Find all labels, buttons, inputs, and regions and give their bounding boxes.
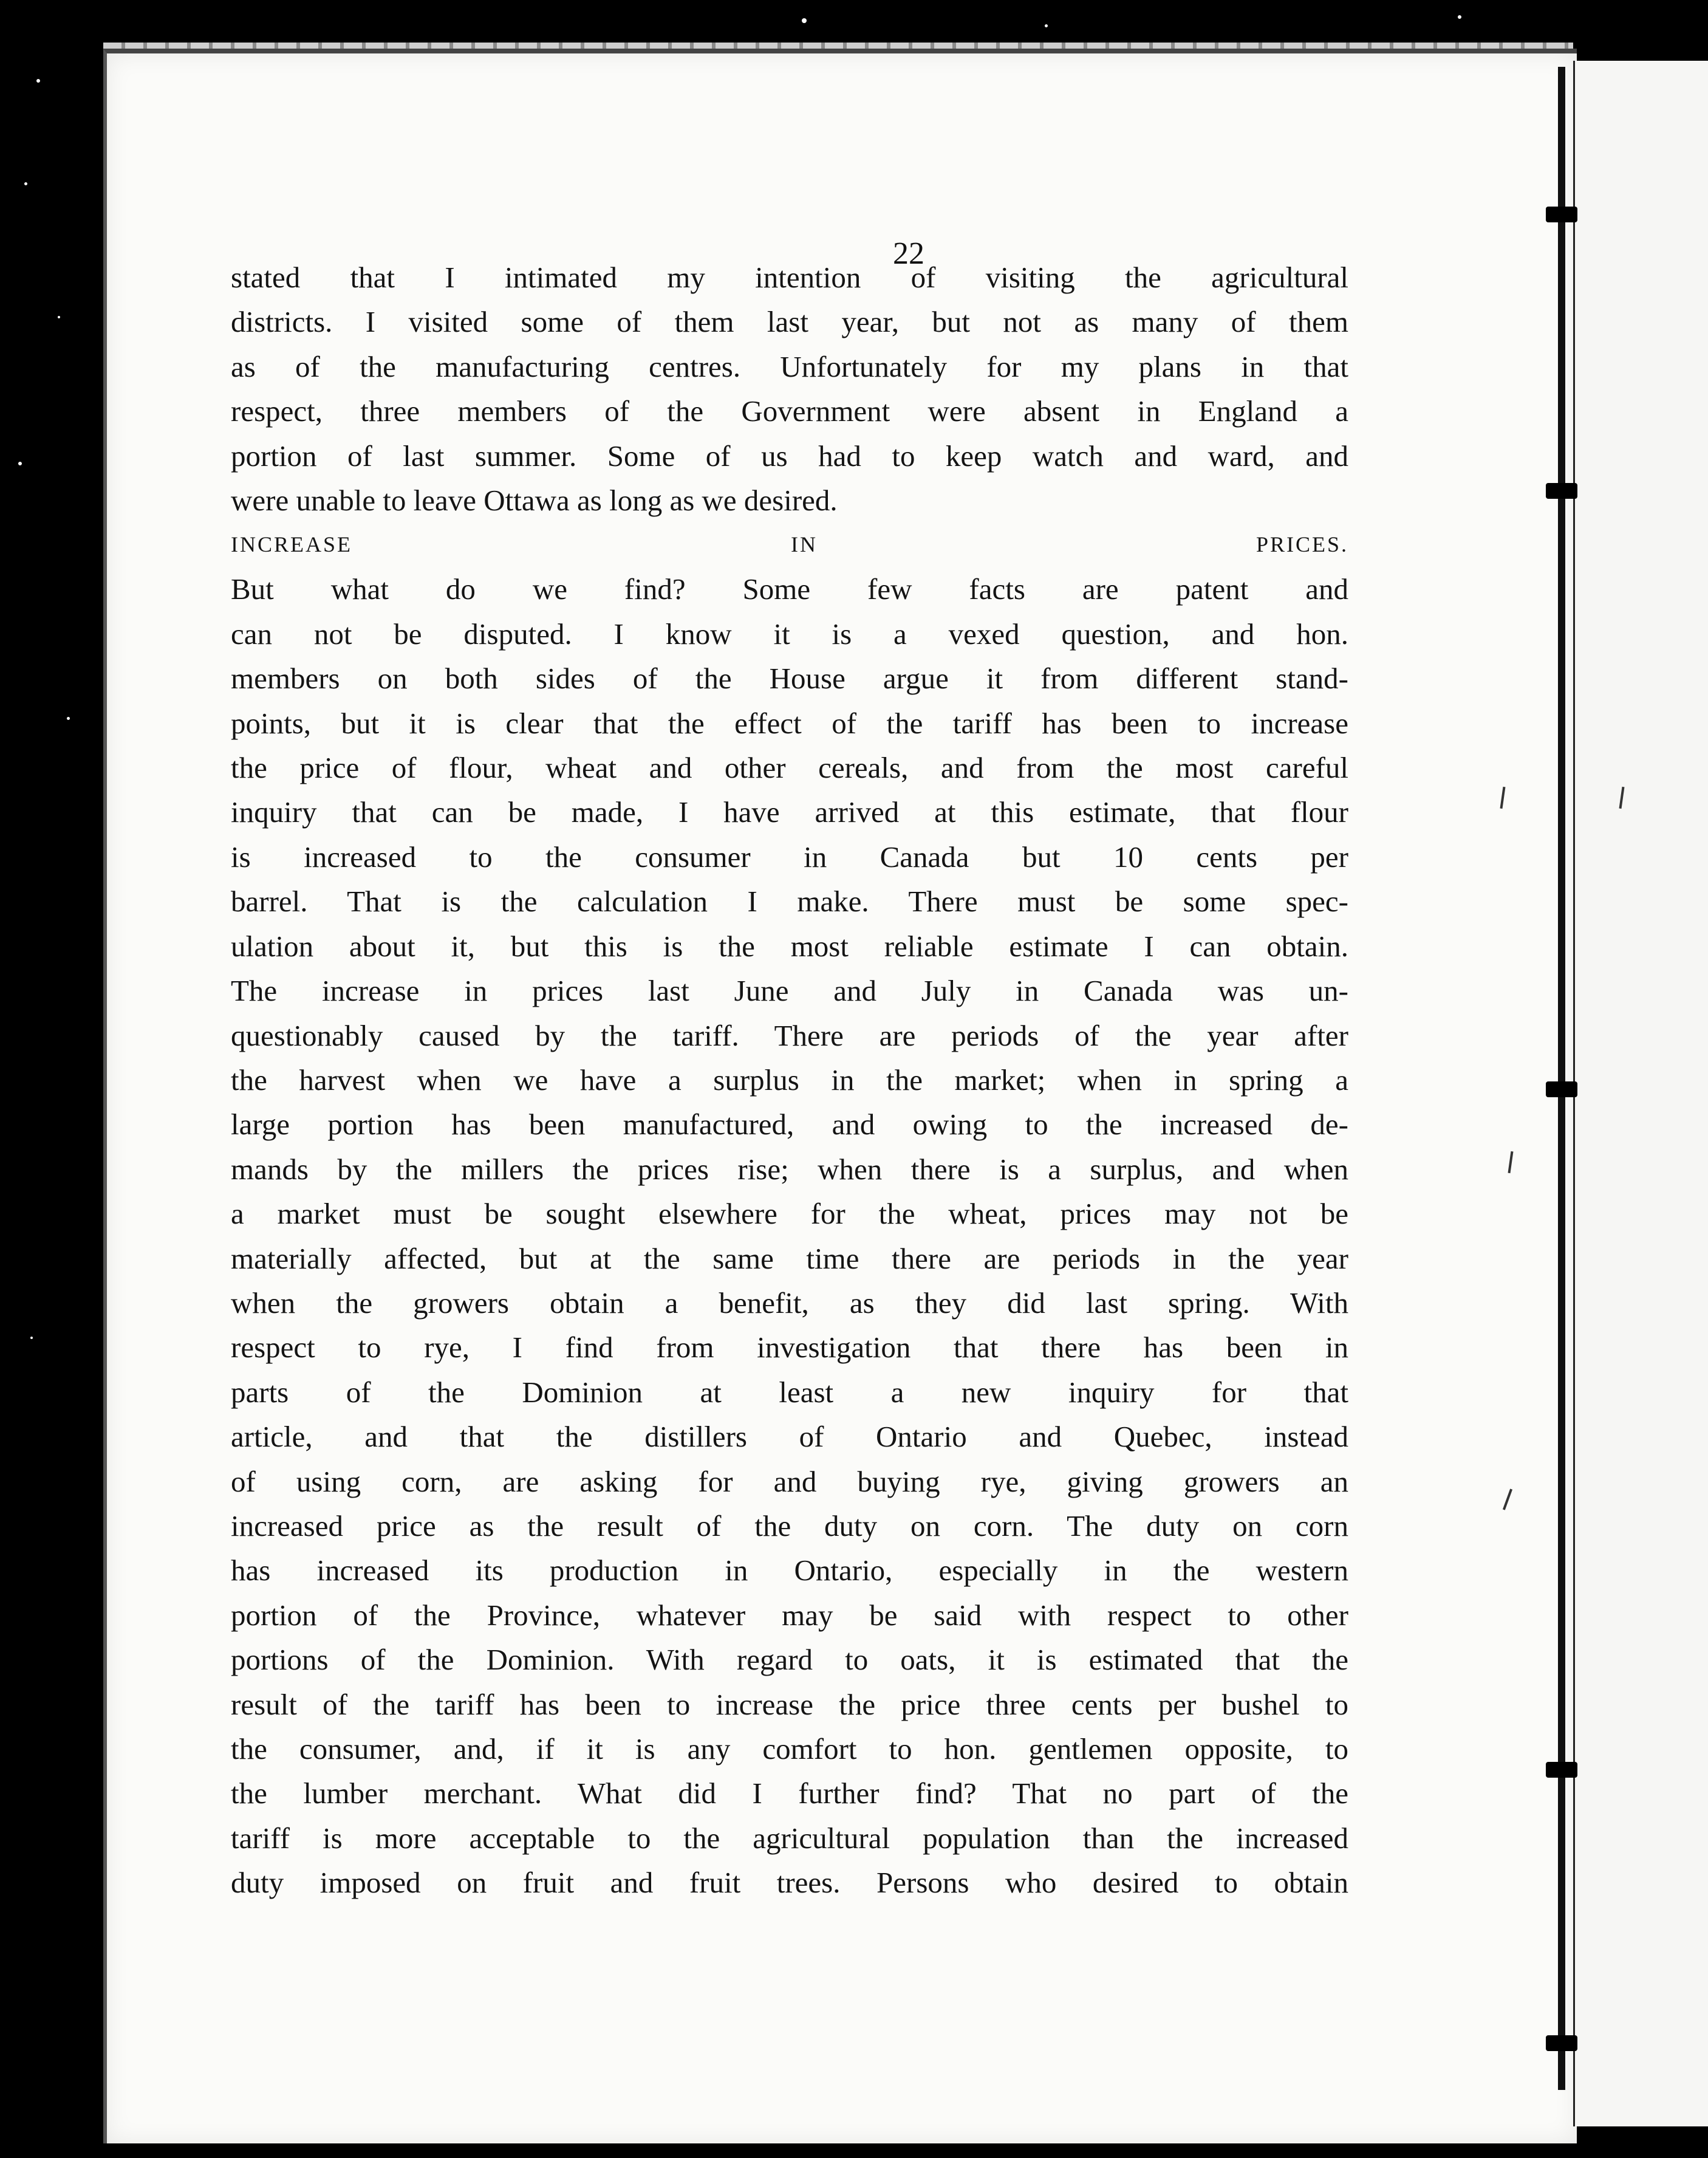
- dust-speck: [802, 18, 807, 23]
- text-line: article, and that the distillers of Ontario and Quebec, instead: [231, 1420, 1348, 1454]
- page-top-edge: [103, 43, 1573, 49]
- dust-speck: [58, 316, 60, 318]
- text-line: members on both sides of the House argue it from different stand-: [231, 662, 1348, 696]
- section-heading: INCREASE IN PRICES.: [231, 532, 1348, 557]
- text-line: large portion has been manufactured, and owing to the increased de-: [231, 1108, 1348, 1142]
- text-line: the consumer, and, if it is any comfort to hon. gentlemen opposite, to: [231, 1732, 1348, 1766]
- binding-clip: [1546, 1081, 1577, 1097]
- body-text: [231, 255, 1348, 1905]
- text-line: as of the manufacturing centres. Unfortunately for my plans in that: [231, 349, 1348, 383]
- text-line: The increase in prices last June and July in Canada was un-: [231, 974, 1348, 1008]
- text-line: when the growers obtain a benefit, as they did last spring. With: [231, 1286, 1348, 1320]
- dust-speck: [24, 182, 27, 185]
- dust-speck: [18, 462, 22, 465]
- text-line: portion of the Province, whatever may be said with respect to other: [231, 1598, 1348, 1632]
- text-line: result of the tariff has been to increase the price three cents per bushel to: [231, 1687, 1348, 1721]
- text-line: materially affected, but at the same time there are periods in the year: [231, 1241, 1348, 1275]
- binding-clip: [1546, 2035, 1577, 2051]
- text-line: inquiry that can be made, I have arrived at this estimate, that flour: [231, 795, 1348, 829]
- dust-speck: [1458, 15, 1461, 19]
- text-line: parts of the Dominion at least a new inquiry for that: [231, 1375, 1348, 1409]
- dust-speck: [1045, 24, 1048, 27]
- book-binding: [1558, 67, 1565, 2090]
- text-line: the harvest when we have a surplus in the market; when in spring a: [231, 1063, 1348, 1097]
- dust-speck: [30, 1337, 33, 1339]
- text-line: portions of the Dominion. With regard to oats, it is estimated that the: [231, 1643, 1348, 1677]
- text-line: has increased its production in Ontario, especially in the western: [231, 1553, 1348, 1588]
- text-line: the lumber merchant. What did I further find? That no part of the: [231, 1776, 1348, 1810]
- text-line: can not be disputed. I know it is a vexed question, and hon.: [231, 617, 1348, 651]
- text-line: tariff is more acceptable to the agricultural population than the increased: [231, 1821, 1348, 1855]
- facing-page-edge: [1573, 61, 1708, 2126]
- text-line: ulation about it, but this is the most reliable estimate I can obtain.: [231, 929, 1348, 963]
- text-line: were unable to leave Ottawa as long as we desired.: [231, 484, 838, 518]
- binding-clip: [1546, 207, 1577, 222]
- text-line: of using corn, are asking for and buying rye, giving growers an: [231, 1464, 1348, 1498]
- text-line: questionably caused by the tariff. There are periods of the year after: [231, 1018, 1348, 1052]
- text-line: duty imposed on fruit and fruit trees. Persons who desired to obtain: [231, 1866, 1348, 1900]
- text-line: a market must be sought elsewhere for the wheat, prices may not be: [231, 1197, 1348, 1231]
- text-line: is increased to the consumer in Canada but 10 cents per: [231, 840, 1348, 874]
- text-line: increased price as the result of the duty on corn. The duty on corn: [231, 1509, 1348, 1543]
- binding-clip: [1546, 1762, 1577, 1778]
- dust-speck: [36, 79, 40, 83]
- text-line: barrel. That is the calculation I make. There must be some spec-: [231, 885, 1348, 919]
- text-line: respect, three members of the Government were absent in England a: [231, 394, 1348, 428]
- text-line: But what do we find? Some few facts are patent and: [231, 572, 1348, 606]
- binding-clip: [1546, 483, 1577, 499]
- text-line: mands by the millers the prices rise; when there is a surplus, and when: [231, 1152, 1348, 1186]
- page-number: 22: [893, 236, 924, 271]
- text-line: portion of last summer. Some of us had to keep watch and ward, and: [231, 439, 1348, 473]
- text-line: points, but it is clear that the effect of the tariff has been to increase: [231, 706, 1348, 740]
- text-line: districts. I visited some of them last year, but not as many of them: [231, 305, 1348, 339]
- text-line: stated that I intimated my intention of visiting the agricultural: [231, 261, 1348, 294]
- text-line: respect to rye, I find from investigation that there has been in: [231, 1331, 1348, 1365]
- dust-speck: [67, 717, 70, 720]
- text-line: the price of flour, wheat and other cereals, and from the most careful: [231, 751, 1348, 785]
